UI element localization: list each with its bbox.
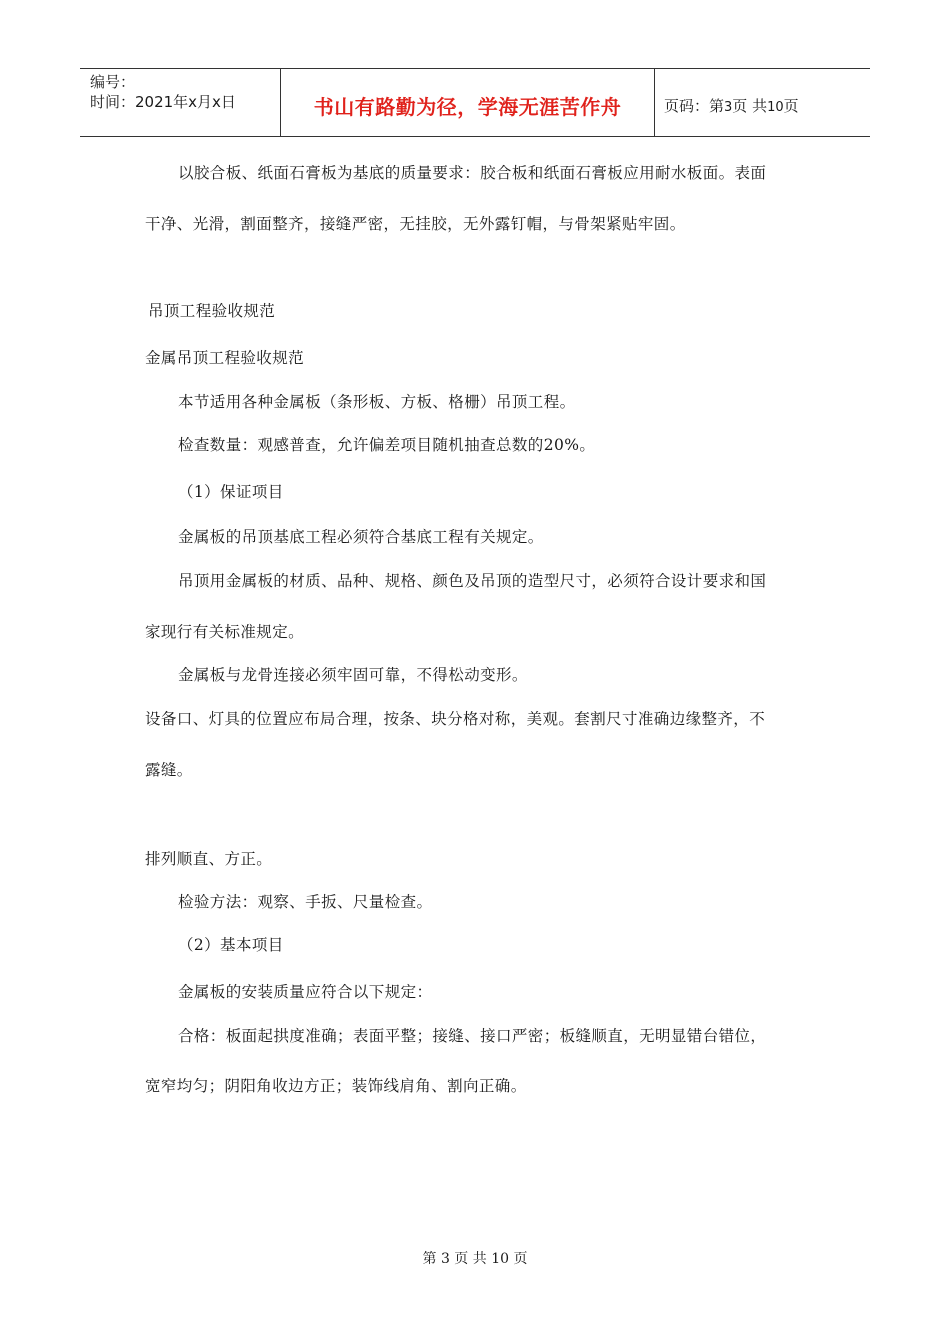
section-heading: 金属吊顶工程验收规范 bbox=[145, 349, 305, 367]
paragraph: 合格：板面起拱度准确；表面平整；接缝、接口严密；板缝顺直，无明显错台错位， bbox=[178, 1027, 767, 1045]
paragraph: 家现行有关标准规定。 bbox=[145, 623, 305, 641]
page-prefix: 页码：第 bbox=[664, 97, 725, 115]
subsection-heading: （2）基本项目 bbox=[178, 936, 284, 954]
paragraph: 排列顺直、方正。 bbox=[145, 850, 273, 868]
subsection-heading: （1）保证项目 bbox=[178, 483, 284, 501]
paragraph: 露缝。 bbox=[145, 761, 193, 779]
paragraph: 金属板与龙骨连接必须牢固可靠，不得松动变形。 bbox=[178, 666, 528, 684]
paragraph: 金属板的安装质量应符合以下规定： bbox=[178, 983, 433, 1001]
paragraph: 吊顶用金属板的材质、品种、规格、颜色及吊顶的造型尺寸，必须符合设计要求和国 bbox=[178, 572, 767, 590]
page-current: 3 bbox=[724, 100, 733, 115]
paragraph: 金属板的吊顶基底工程必须符合基底工程有关规定。 bbox=[178, 528, 544, 546]
motto: 书山有路勤为径，学海无涯苦作舟 bbox=[313, 95, 622, 119]
paragraph: 宽窄均匀；阴阳角收边方正；装饰线肩角、割向正确。 bbox=[145, 1077, 527, 1095]
paragraph: 检查数量：观感普查，允许偏差项目随机抽查总数的20%。 bbox=[178, 436, 596, 454]
page-total: 10 bbox=[767, 100, 784, 115]
page-middle: 页 共 bbox=[732, 97, 768, 115]
paragraph: 设备口、灯具的位置应布局合理，按条、块分格对称，美观。套割尺寸准确边缘整齐，不 bbox=[145, 710, 766, 728]
paragraph: 检验方法：观察、手扳、尺量检查。 bbox=[178, 893, 433, 911]
time-label: 时间：2021年x月x日 bbox=[90, 93, 236, 111]
paragraph: 以胶合板、纸面石膏板为基底的质量要求：胶合板和纸面石膏板应用耐水板面。表面 bbox=[178, 164, 767, 182]
page-suffix: 页 bbox=[783, 97, 799, 115]
page-footer: 第 3 页 共 10 页 bbox=[422, 1251, 528, 1267]
paragraph: 本节适用各种金属板（条形板、方板、格栅）吊顶工程。 bbox=[178, 393, 576, 411]
serial-label: 编号： bbox=[90, 73, 136, 91]
paragraph: 干净、光滑，割面整齐，接缝严密，无挂胶，无外露钉帽，与骨架紧贴牢固。 bbox=[145, 215, 686, 233]
section-heading: 吊顶工程验收规范 bbox=[148, 302, 276, 320]
